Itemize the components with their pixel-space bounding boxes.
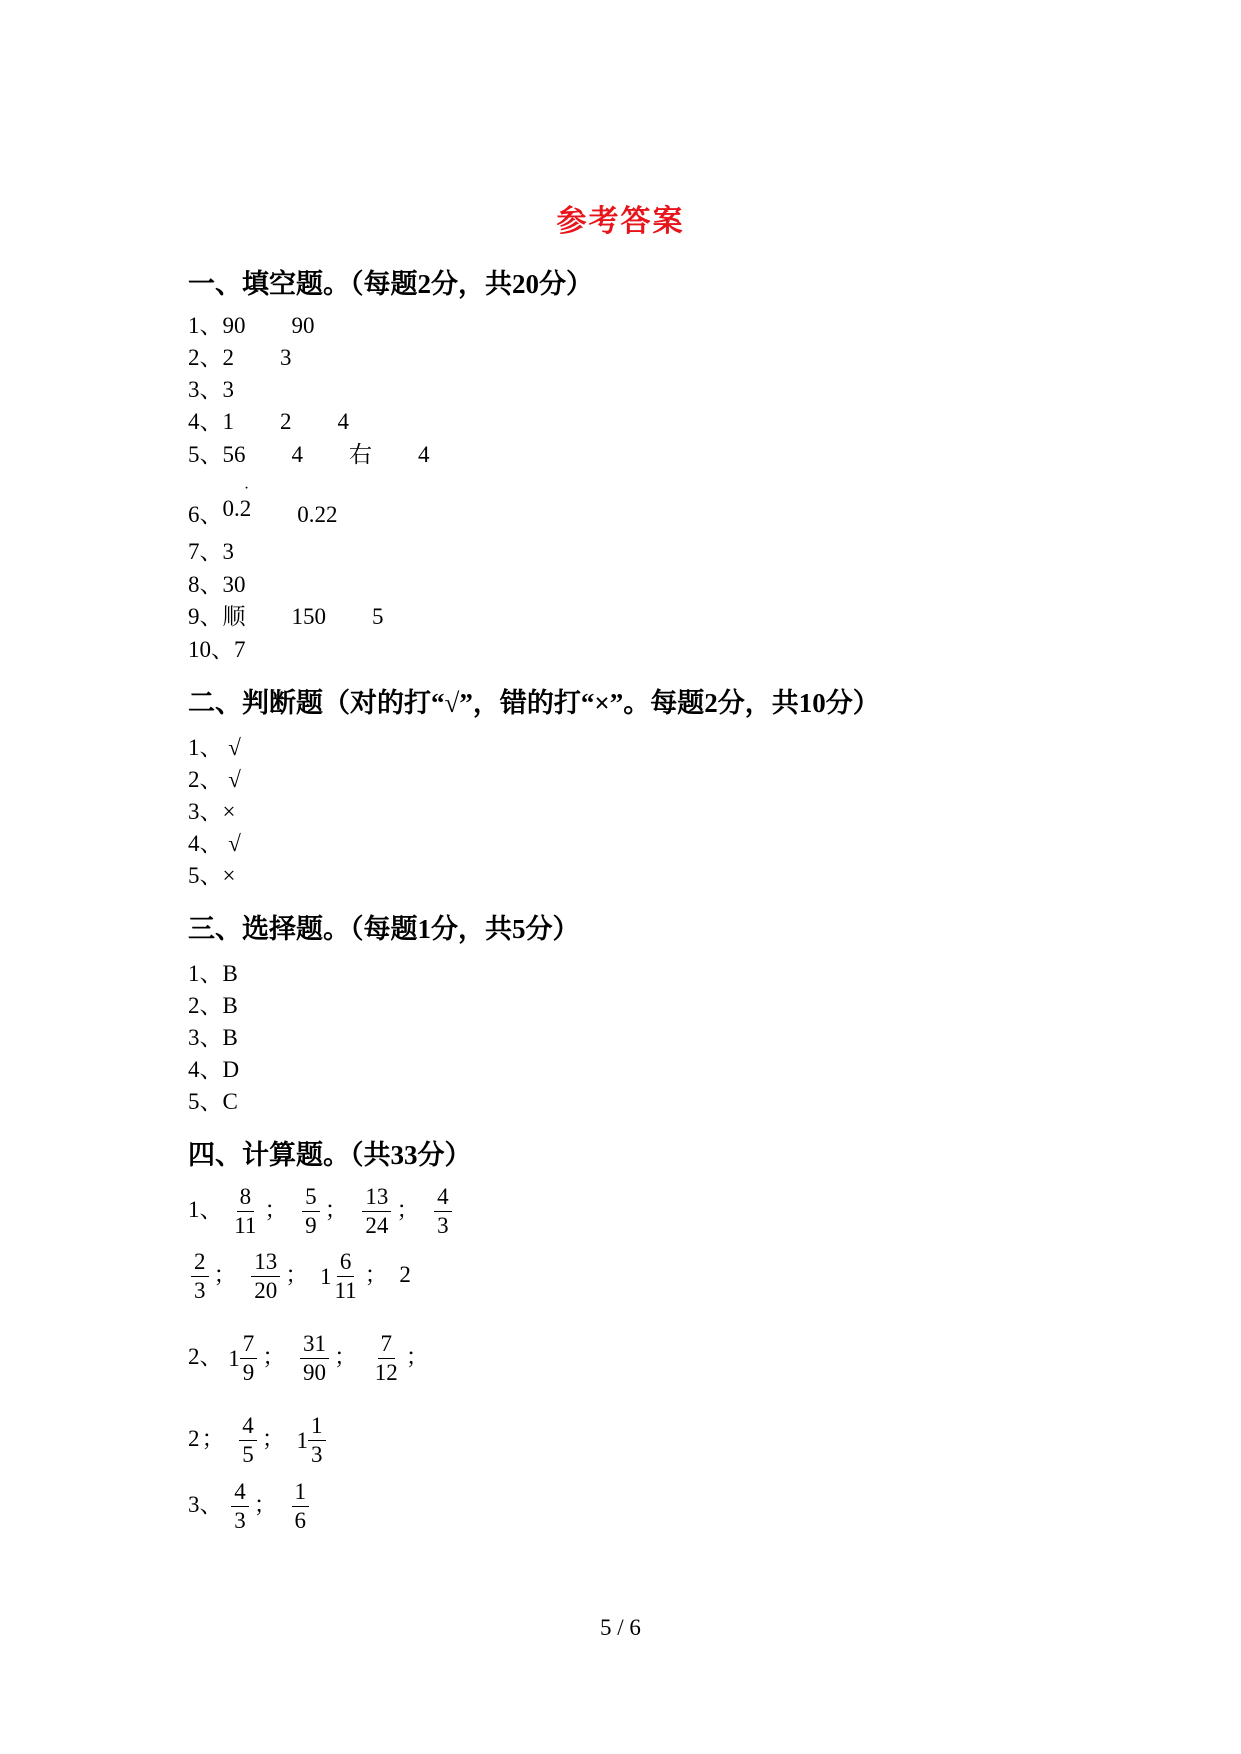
answer-2-3: 3、× bbox=[188, 799, 236, 824]
section-2-heading: 二、判断题（对的打“√”，错的打“×”。每题2分，共10分） bbox=[188, 688, 880, 718]
fraction: $\frac{5}{9}$ bbox=[302, 1183, 320, 1240]
answer-1-1: 1、90 90 bbox=[188, 313, 315, 338]
calc-row-2: $\frac{2}{3}$ ； $\frac{13}{20}$ ； 1 $\frac{6}{11}$ ； 2 bbox=[188, 1248, 411, 1305]
answer-1-6: 6、0.2 · 0.22 bbox=[188, 480, 338, 527]
mixed-number: 1 $\frac{7}{9}$ bbox=[228, 1330, 260, 1387]
answer-1-3: 3、3 bbox=[188, 377, 234, 402]
answer-2-1: 1、 √ bbox=[188, 735, 241, 760]
fraction: $\frac{13}{20}$ bbox=[251, 1248, 280, 1305]
answer-1-7: 7、3 bbox=[188, 539, 234, 564]
section-3-heading: 三、选择题。（每题1分，共5分） bbox=[188, 914, 580, 944]
answer-2-4: 4、 √ bbox=[188, 831, 241, 856]
answer-3-5: 5、C bbox=[188, 1089, 238, 1114]
calc-row-5: 3、 $\frac{4}{3}$ ； $\frac{1}{6}$ bbox=[188, 1478, 312, 1535]
fraction: $\frac{1}{6}$ bbox=[292, 1478, 310, 1535]
fraction: $\frac{7}{12}$ bbox=[374, 1331, 398, 1385]
answer-3-3: 3、B bbox=[188, 1025, 238, 1050]
page-title: 参考答案 bbox=[556, 205, 685, 238]
calc-row-4: 2； $\frac{4}{5}$ ； 1 $\frac{1}{3}$ bbox=[188, 1412, 329, 1469]
answer-1-2: 2、2 3 bbox=[188, 345, 292, 370]
answer-3-4: 4、D bbox=[188, 1057, 240, 1082]
fraction: $\frac{4}{3}$ bbox=[231, 1478, 249, 1535]
repeating-decimal: 0.2 · bbox=[222, 480, 252, 521]
fraction: $\frac{4}{3}$ bbox=[434, 1183, 452, 1240]
mixed-number: 1 $\frac{6}{11}$ bbox=[320, 1249, 357, 1303]
fraction: $\frac{31}{90}$ bbox=[300, 1330, 329, 1387]
answer-1-8: 8、30 bbox=[188, 572, 246, 597]
section-1-heading: 一、填空题。（每题2分，共20分） bbox=[188, 269, 593, 299]
answer-1-5: 5、56 4 右 4 bbox=[188, 442, 430, 467]
answer-1-10: 10、7 bbox=[188, 637, 246, 662]
fraction: $\frac{2}{3}$ bbox=[191, 1248, 209, 1305]
fraction: $\frac{13}{24}$ bbox=[362, 1183, 391, 1240]
calc-row-1: 1、 $\frac{8}{11}$ ； $\frac{5}{9}$ ； $\frac{13}{24}$ ； $\frac{4}{3}$ bbox=[188, 1183, 455, 1240]
fraction: $\frac{4}{5}$ bbox=[239, 1412, 257, 1469]
calc-row-3: 2、 1 $\frac{7}{9}$ ； $\frac{31}{90}$ ； $\frac{7}{12}$ ； bbox=[188, 1331, 429, 1385]
mixed-number: 1 $\frac{1}{3}$ bbox=[297, 1412, 329, 1469]
page-number: 5 / 6 bbox=[600, 1615, 641, 1640]
answer-1-9: 9、顺 150 5 bbox=[188, 604, 384, 629]
fraction: $\frac{8}{11}$ bbox=[234, 1184, 257, 1238]
answer-3-2: 2、B bbox=[188, 993, 238, 1018]
answer-3-1: 1、B bbox=[188, 961, 238, 986]
answer-2-5: 5、× bbox=[188, 863, 236, 888]
answer-2-2: 2、 √ bbox=[188, 767, 241, 792]
answer-1-4: 4、1 2 4 bbox=[188, 409, 349, 434]
section-4-heading: 四、计算题。（共33分） bbox=[188, 1140, 472, 1170]
